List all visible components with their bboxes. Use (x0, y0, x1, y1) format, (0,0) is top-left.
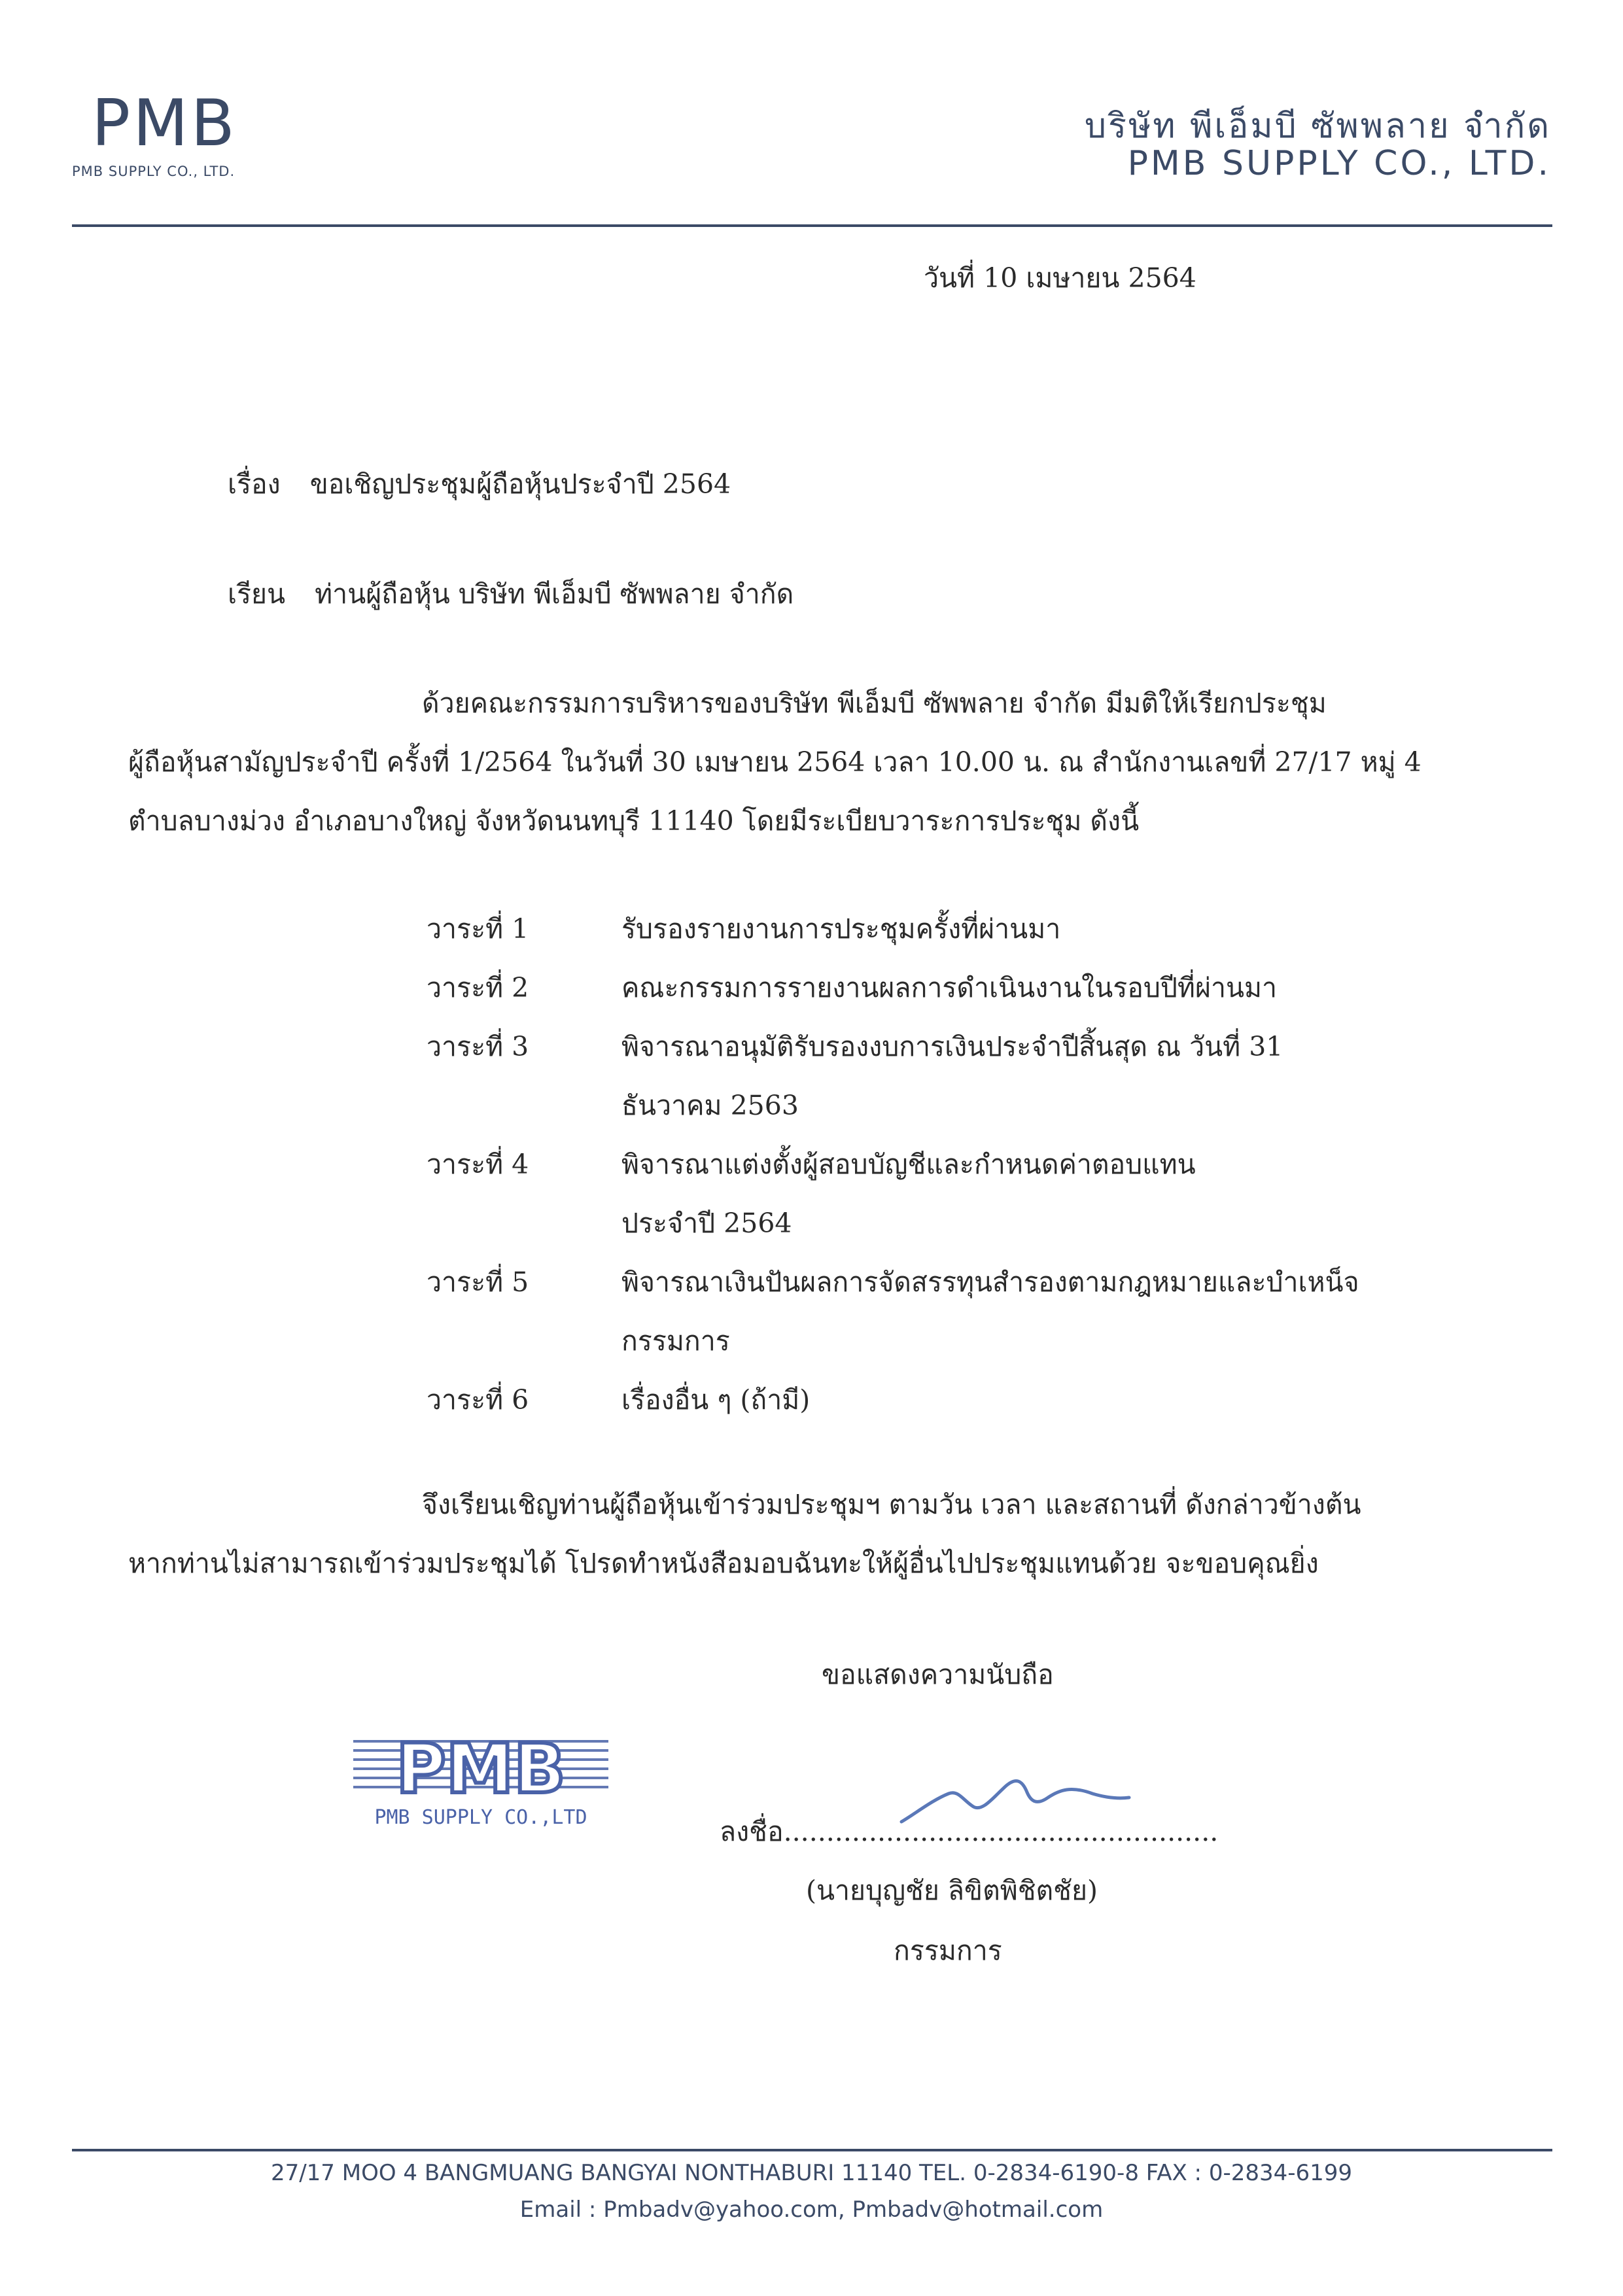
header-divider (72, 224, 1552, 227)
agenda-text-2: คณะกรรมการรายงานผลการดำเนินงานในรอบปีที่ผ่านมา (621, 972, 1278, 1003)
signatory-name: (นายบุญชัย ลิขิตพิชิตชัย) (806, 1875, 1098, 1906)
subject-line (228, 468, 731, 500)
agenda-text-1: รับรองรายงานการประชุมครั้งที่ผ่านมา (621, 913, 1061, 945)
logo-text: PMB (92, 86, 237, 161)
stamp-graphic (350, 1727, 612, 1832)
body-line-2: ผู้ถือหุ้นสามัญประจำปี ครั้งที่ 1/2564 ในวันที่ 30 เมษายน 2564 เวลา 10.00 น. ณ สำนักงานเลขที่ 27/17 หมู่ 4 (128, 746, 1422, 778)
agenda-label-3: วาระที่ 3 (427, 1031, 529, 1062)
agenda-label-1: วาระที่ 1 (427, 913, 529, 945)
agenda-label-5: วาระที่ 5 (427, 1266, 529, 1298)
company-name-block (1085, 108, 1551, 183)
agenda-text-5-line-2: กรรมการ (621, 1325, 730, 1357)
closing-line-2: หากท่านไม่สามารถเข้าร่วมประชุมได้ โปรดทำหนังสือมอบฉันทะให้ผู้อื่นไปประชุมแทนด้วย จะขอบคุณยิ่ง (128, 1548, 1319, 1579)
agenda-text-3-line-1: พิจารณาอนุมัติรับรองงบการเงินประจำปีสิ้นสุด ณ วันที่ 31 (621, 1031, 1283, 1062)
company-name-english: PMB SUPPLY CO., LTD. (1127, 144, 1551, 184)
stamp-text: PMB (396, 1729, 566, 1809)
signatory-title: กรรมการ (894, 1935, 1002, 1966)
body-line-3: ตำบลบางม่วง อำเภอบางใหญ่ จังหวัดนนทบุรี 11140 โดยมีระเบียบวาระการประชุม ดังนี้ (128, 805, 1140, 837)
footer-email: Email : Pmbadv@yahoo.com, Pmbadv@hotmail.com (519, 2197, 1104, 2223)
agenda-text-5-line-1: พิจารณาเงินปันผลการจัดสรรทุนสำรองตามกฎหมายและบำเหน็จ (621, 1266, 1359, 1298)
agenda-label-2: วาระที่ 2 (427, 972, 529, 1003)
company-stamp (350, 1727, 612, 1834)
footer-address: 27/17 MOO 4 BANGMUANG BANGYAI NONTHABURI 11140 TEL. 0-2834-6190-8 FAX : 0-2834-6199 (270, 2160, 1353, 2186)
agenda-text-3-line-2: ธันวาคม 2563 (621, 1090, 799, 1121)
agenda-text-4-line-2: ประจำปี 2564 (621, 1208, 792, 1239)
signature-line: ลงชื่อ................................................... (720, 1816, 1219, 1847)
company-name-thai: บริษัท พีเอ็มบี ซัพพลาย จำกัด (1085, 107, 1551, 146)
agenda-label-6: วาระที่ 6 (427, 1384, 529, 1416)
agenda-label-4: วาระที่ 4 (427, 1149, 529, 1180)
logo-subtitle: PMB SUPPLY CO., LTD. (72, 164, 236, 179)
salutation-line (228, 578, 794, 610)
company-logo (72, 86, 237, 179)
agenda-text-6: เรื่องอื่น ๆ (ถ้ามี) (621, 1384, 811, 1416)
subject-text: ขอเชิญประชุมผู้ถือหุ้นประจำปี 2564 (309, 468, 731, 500)
agenda-text-4-line-1: พิจารณาแต่งตั้งผู้สอบบัญชีและกำหนดค่าตอบแทน (621, 1149, 1196, 1180)
stamp-subtitle: PMB SUPPLY CO.,LTD (374, 1806, 587, 1829)
body-line-1: ด้วยคณะกรรมการบริหารของบริษัท พีเอ็มบี ซัพพลาย จำกัด มีมติให้เรียกประชุม (422, 687, 1327, 719)
footer-divider (72, 2149, 1552, 2151)
letter-date: วันที่ 10 เมษายน 2564 (924, 262, 1196, 294)
salutation-text: ท่านผู้ถือหุ้น บริษัท พีเอ็มบี ซัพพลาย จำกัด (315, 578, 794, 610)
salutation-label: เรียน (228, 578, 286, 610)
closing-line-1: จึงเรียนเชิญท่านผู้ถือหุ้นเข้าร่วมประชุมฯ ตามวัน เวลา และสถานที่ ดังกล่าวข้างต้น (422, 1489, 1361, 1520)
closing-regards: ขอแสดงความนับถือ (822, 1659, 1054, 1690)
subject-label: เรื่อง (228, 468, 281, 500)
